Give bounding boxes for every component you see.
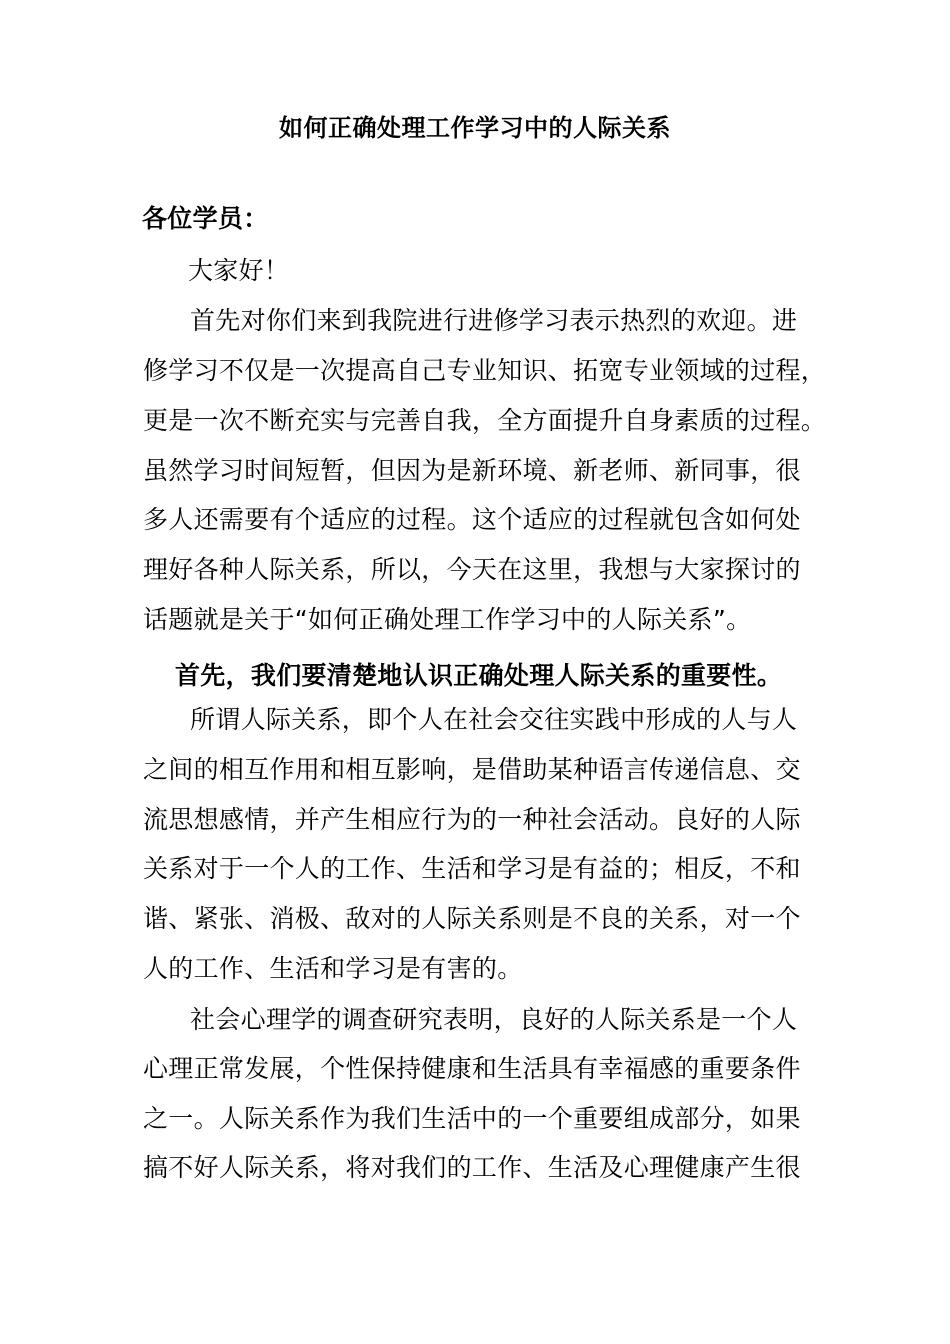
- paragraph-line: 虽然学习时间短暂，但因为是新环境、新老师、新同事，很: [143, 456, 801, 485]
- paragraph-line: 社会心理学的调查研究表明，良好的人际关系是一个人: [190, 1005, 798, 1034]
- paragraph-line: 搞不好人际关系，将对我们的工作、生活及心理健康产生很: [143, 1153, 801, 1182]
- section-heading: 首先，我们要清楚地认识正确处理人际关系的重要性。: [175, 661, 783, 690]
- salutation: 各位学员：: [142, 204, 269, 233]
- paragraph-line: 理好各种人际关系，所以，今天在这里，我想与大家探讨的: [143, 555, 801, 584]
- paragraph-line: 所谓人际关系，即个人在社会交往实践中形成的人与人: [190, 705, 798, 734]
- greeting: 大家好！: [188, 256, 290, 285]
- document-title: 如何正确处理工作学习中的人际关系: [279, 114, 671, 142]
- paragraph-line: 人的工作、生活和学习是有害的。: [143, 954, 523, 983]
- paragraph-line: 关系对于一个人的工作、生活和学习是有益的；相反，不和: [143, 854, 801, 883]
- paragraph-line: 心理正常发展，个性保持健康和生活具有幸福感的重要条件: [143, 1054, 801, 1083]
- paragraph-line: 首先对你们来到我院进行进修学习表示热烈的欢迎。进: [190, 306, 798, 335]
- paragraph-line: 之一。人际关系作为我们生活中的一个重要组成部分，如果: [143, 1104, 801, 1133]
- paragraph-line: 多人还需要有个适应的过程。这个适应的过程就包含如何处: [143, 505, 801, 534]
- paragraph-line: 流思想感情，并产生相应行为的一种社会活动。良好的人际: [143, 805, 801, 834]
- paragraph-line: 修学习不仅是一次提高自己专业知识、拓宽专业领域的过程，: [143, 356, 827, 385]
- paragraph-line: 之间的相互作用和相互影响，是借助某种语言传递信息、交: [143, 755, 801, 784]
- paragraph-line: 谐、紧张、消极、敌对的人际关系则是不良的关系，对一个: [143, 904, 801, 933]
- paragraph-line: 话题就是关于“如何正确处理工作学习中的人际关系”。: [143, 605, 752, 634]
- paragraph-line: 更是一次不断充实与完善自我，全方面提升自身素质的过程。: [143, 406, 827, 435]
